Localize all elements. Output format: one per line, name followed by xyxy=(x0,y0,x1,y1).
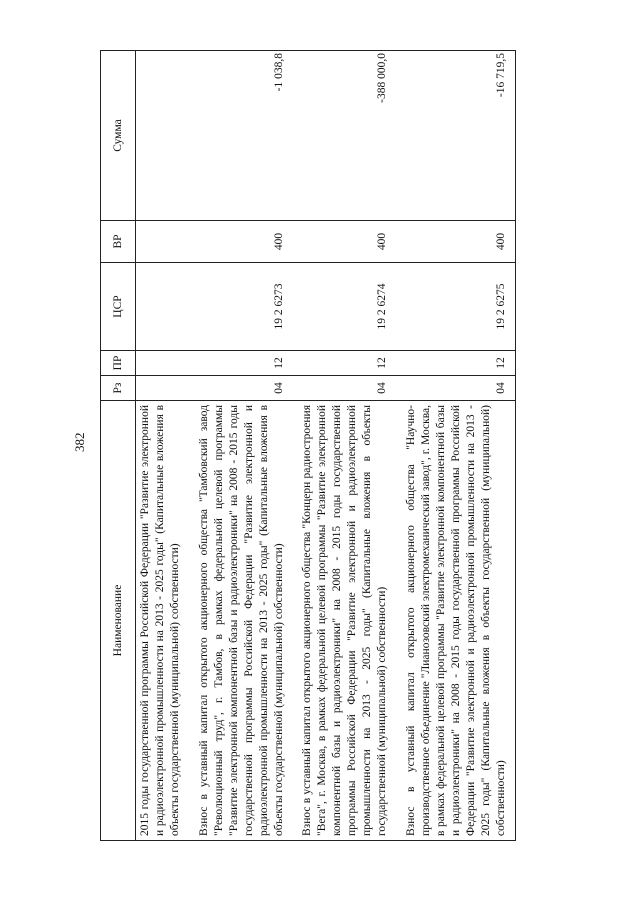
cell-sum: -388 000,0 xyxy=(292,51,396,221)
cell-sum: -1 038,8 xyxy=(189,51,293,221)
cell-name: Взнос в уставный капитал открытого акционерного общества "Научно-производственное объединение "Лианозовский электромеханический завод", г. Москва, в рамках федеральной целевой программы "Развитие электронной компонентной базы и радиоэлектроники" на 2008 - 2015 годы государственной программы Российской Федерации "Развитие электронной и радиоэлектронной промышленности на 2013 - 2025 годы" (Капитальные вложения в объекты государственной (муниципальной) собственности) xyxy=(396,401,515,841)
cell-vr: 400 xyxy=(292,221,396,263)
cell-pr xyxy=(136,351,189,376)
table-header-row xyxy=(101,51,136,841)
cell-pr: 12 xyxy=(396,351,515,376)
table-row xyxy=(136,51,189,841)
table-row xyxy=(292,51,396,841)
cell-rz: 04 xyxy=(189,376,293,401)
cell-name: 2015 годы государственной программы Российской Федерации "Развитие электронной и радиоэлектронной промышленности на 2013 - 2025 годы" (Капитальные вложения в объекты государственной (муниципальной) собственности) xyxy=(136,401,189,841)
cell-sum xyxy=(136,51,189,221)
rotated-page-content xyxy=(100,51,600,841)
table-row xyxy=(396,51,515,841)
header-sum: Сумма xyxy=(101,51,136,221)
header-rz: Рз xyxy=(101,376,136,401)
cell-rz xyxy=(136,376,189,401)
budget-table xyxy=(100,50,516,841)
cell-vr xyxy=(136,221,189,263)
cell-vr: 400 xyxy=(396,221,515,263)
cell-rz: 04 xyxy=(396,376,515,401)
cell-csr: 19 2 6275 xyxy=(396,263,515,351)
cell-csr xyxy=(136,263,189,351)
header-name: Наименование xyxy=(101,401,136,841)
header-csr: ЦСР xyxy=(101,263,136,351)
cell-pr: 12 xyxy=(292,351,396,376)
page-number: 382 xyxy=(72,432,87,452)
cell-rz: 04 xyxy=(292,376,396,401)
header-vr: ВР xyxy=(101,221,136,263)
cell-pr: 12 xyxy=(189,351,293,376)
cell-csr: 19 2 6273 xyxy=(189,263,293,351)
header-pr: ПР xyxy=(101,351,136,376)
cell-name: Взнос в уставный капитал открытого акционерного общества "Концерн радиостроения "Вега", г. Москва, в рамках федеральной целевой программы "Развитие электронной компонентной базы и радиоэлектроники" на 2008 - 2015 годы государственной программы Российской Федерации "Развитие электронной и радиоэлектронной промышленности на 2013 - 2025 годы" (Капитальные вложения в объекты государственной (муниципальной) собственности) xyxy=(292,401,396,841)
cell-sum: -16 719,5 xyxy=(396,51,515,221)
cell-vr: 400 xyxy=(189,221,293,263)
cell-csr: 19 2 6274 xyxy=(292,263,396,351)
cell-name: Взнос в уставный капитал открытого акционерного общества "Тамбовский завод "Революционный труд", г. Тамбов, в рамках федеральной целевой программы "Развитие электронной компонентной базы и радиоэлектроники" на 2008 - 2015 годы государственной программы Российской Федерации "Развитие электронной и радиоэлектронной промышленности на 2013 - 2025 годы" (Капитальные вложения в объекты государственной (муниципальной) собственности) xyxy=(189,401,293,841)
table-row xyxy=(189,51,293,841)
